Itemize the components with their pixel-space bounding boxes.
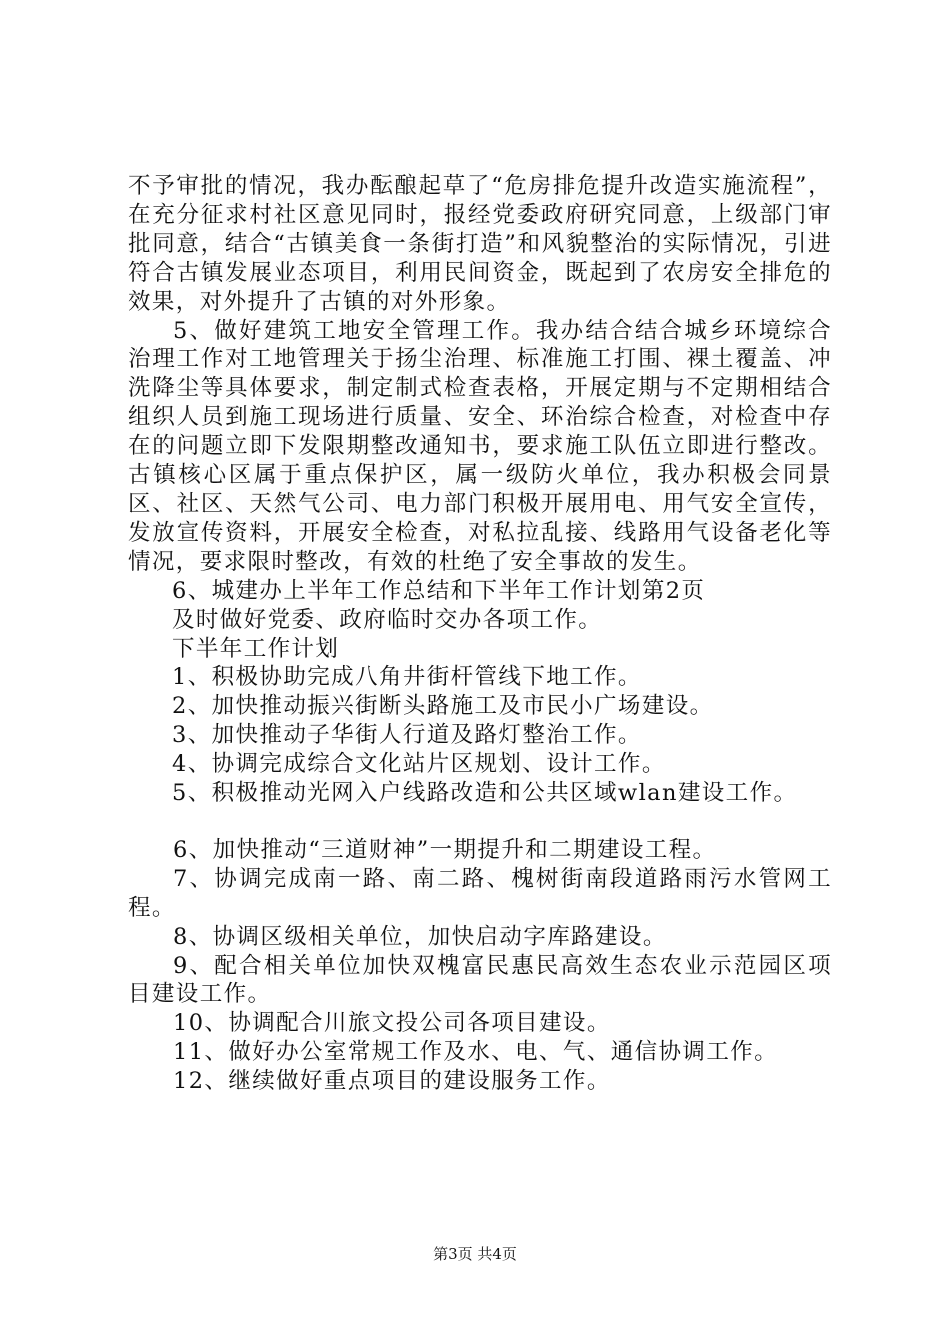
plan-item-7: 7、协调完成南一路、南二路、槐树街南段道路雨污水管网工程。 [128, 865, 832, 921]
plan-item-3: 3、加快推动子华街人行道及路灯整治工作。 [172, 722, 642, 749]
plan-item-12: 12、继续做好重点项目的建设服务工作。 [173, 1068, 611, 1095]
blank-line [128, 808, 832, 836]
plan-item-11: 11、做好办公室常规工作及水、电、气、通信协调工作。 [173, 1039, 779, 1066]
plan-item-8: 8、协调区级相关单位，加快启动字库路建设。 [173, 923, 667, 950]
paragraph-item-6: 6、城建办上半年工作总结和下半年工作计划第2页 [172, 577, 706, 604]
paragraph-continuation: 不予审批的情况，我办酝酿起草了“危房排危提升改造实施流程”，在充分征求村社区意见同时，报经党委政府研究同意，上级部门审批同意，结合“古镇美食一条街打造”和风貌整治的实际情况，引进符合古镇发展业态项目，利用民间资金，既起到了农房安全排危的效果，对外提升了古镇的对外形象。 [128, 173, 832, 315]
plan-item-4: 4、协调完成综合文化站片区规划、设计工作。 [172, 751, 666, 778]
plan-item-9: 9、配合相关单位加快双槐富民惠民高效生态农业示范园区项目建设工作。 [128, 952, 832, 1008]
page-footer: 第3页 共4页 [433, 1245, 517, 1263]
plan-item-5: 5、积极推动光网入户线路改造和公共区域wlan建设工作。 [172, 780, 798, 807]
paragraph-item-6-content: 及时做好党委、政府临时交办各项工作。 [172, 606, 603, 633]
document-body [128, 172, 832, 1096]
plan-item-1: 1、积极协助完成八角井街杆管线下地工作。 [172, 664, 642, 691]
plan-item-6: 6、加快推动“三道财神”一期提升和二期建设工程。 [173, 836, 717, 863]
paragraph-item-5: 5、做好建筑工地安全管理工作。我办结合结合城乡环境综合治理工作对工地管理关于扬尘治理、标准施工打围、裸土覆盖、冲洗降尘等具体要求，制定制式检查表格，开展定期与不定期相结合组织人员到施工现场进行质量、安全、环治综合检查，对检查中存在的问题立即下发限期整改通知书，要求施工队伍立即进行整改。古镇核心区属于重点保护区，属一级防火单位，我办积极会同景区、社区、天然气公司、电力部门积极开展用电、用气安全宣传，发放宣传资料，开展安全检查，对私拉乱接、线路用气设备老化等情况，要求限时整改，有效的杜绝了安全事故的发生。 [128, 317, 832, 575]
section-heading: 下半年工作计划 [172, 635, 340, 662]
plan-item-2: 2、加快推动振兴街断头路施工及市民小广场建设。 [172, 693, 714, 720]
plan-item-10: 10、协调配合川旅文投公司各项目建设。 [173, 1010, 611, 1037]
